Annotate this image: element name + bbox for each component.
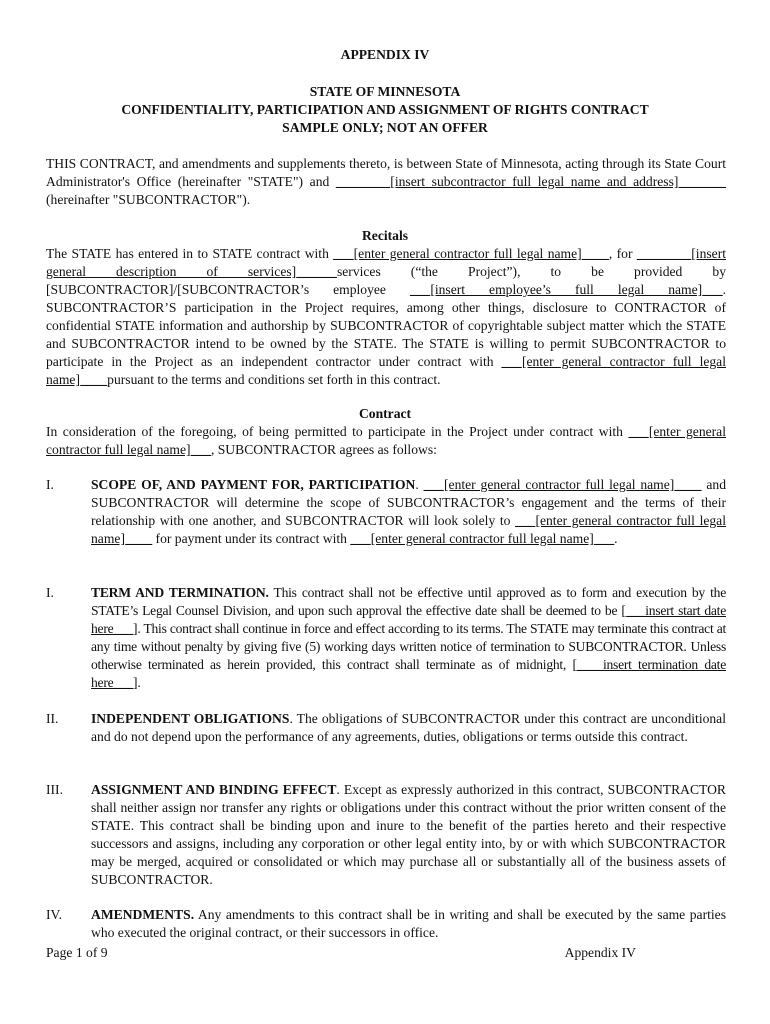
intro-text-1: THIS CONTRACT, and amendments and supplements thereto, is between State of Minnesota, acting through its State Court Administrator's Office (hereinafter "STATE") and	[46, 156, 726, 189]
recitals-text-4: . SUBCONTRACTOR’S participation in the Project requires, among other things, disclosure to CONTRACTOR of confidential STATE information and authorship by SUBCONTRACTOR of copyrightable subject matter which the STATE and SUBCONTRACTOR intend to be owned by the STATE. The STATE is willing to permit SUBCONTRACTOR to participate in the Project as an independent contractor under contract with	[46, 282, 726, 369]
section-number: I.	[46, 477, 54, 492]
section-text: and SUBCONTRACTOR will determine the scope of SUBCONTRACTOR’s engagement and the terms of their relationship with one another, and SUBCONTRACTOR will look solely to	[91, 477, 726, 528]
general-contractor-field-3: ___[enter general contractor full legal name]___	[46, 424, 726, 457]
employee-name-field: ___[insert employee’s full legal name]___	[409, 282, 723, 297]
recitals-text-3: services (“the Project”), to be provided by [SUBCONTRACTOR]/[SUBCONTRACTOR’s employee	[46, 264, 726, 297]
section-heading: TERM AND TERMINATION.	[91, 585, 269, 600]
recitals-heading: Recitals	[361, 228, 409, 243]
section-amendments	[46, 906, 726, 942]
general-contractor-field-1: ___[enter general contractor full legal name]____	[333, 246, 609, 261]
section-text: This contract shall not be effective until approved as to form and execution by the STATE’s Legal Counsel Division, and upon such approval the effective date shall be deemed to be	[91, 585, 726, 618]
section-heading: SCOPE OF, AND PAYMENT FOR, PARTICIPATION	[91, 477, 416, 492]
section-heading: AMENDMENTS.	[91, 907, 195, 922]
subcontractor-name-field: ________[insert subcontractor full legal name and address]_______	[335, 174, 726, 189]
recitals-paragraph	[46, 245, 726, 389]
general-contractor-field-2: ___[enter general contractor full legal name]____	[46, 354, 726, 387]
contract-heading: Contract	[358, 406, 412, 421]
services-description-field: ________[insert general description of services]______	[46, 246, 727, 279]
general-contractor-field-4: ___[enter general contractor full legal name]____	[423, 477, 702, 492]
page-footer	[46, 944, 636, 962]
page-number: Page 1 of 9	[46, 945, 108, 960]
recitals-text-2: , for	[608, 246, 637, 261]
header-sample-notice: SAMPLE ONLY; NOT AN OFFER	[282, 120, 488, 135]
section-text: ].	[133, 675, 141, 690]
section-term	[46, 584, 726, 692]
contract-text-2: , SUBCONTRACTOR agrees as follows:	[210, 442, 437, 457]
section-text: .	[614, 531, 618, 546]
section-text: for payment under its contract with	[152, 531, 351, 546]
section-number: IV.	[46, 907, 62, 922]
general-contractor-field-6: ___[enter general contractor full legal name]___	[350, 531, 615, 546]
section-independent-obligations	[46, 710, 726, 746]
appendix-title: APPENDIX IV	[340, 47, 430, 62]
section-heading: INDEPENDENT OBLIGATIONS	[91, 711, 290, 726]
section-number: I.	[46, 585, 54, 600]
section-text: Any amendments to this contract shall be in writing and shall be executed by the same parties who executed the original contract, or their successors in office.	[91, 907, 726, 940]
section-heading: ASSIGNMENT AND BINDING EFFECT	[91, 782, 337, 797]
contract-paragraph	[46, 423, 726, 459]
section-text: . The obligations of SUBCONTRACTOR under this contract are unconditional and do not depend upon the performance of any agreements, duties, obligations or terms outside this contract.	[91, 711, 726, 744]
section-text: . Except as expressly authorized in this contract, SUBCONTRACTOR shall neither assign nor transfer any rights or obligations under this contract without the prior written consent of the STATE. This contract shall be binding upon and inure to the benefit of the parties hereto and their respective successors and assigns, including any corporation or other legal entity into, by or with which SUBCONTRACTOR may be merged, acquired or consolidated or which may purchase all or substantially all of the business assets of SUBCONTRACTOR.	[91, 782, 726, 887]
section-number: II.	[46, 711, 59, 726]
section-scope	[46, 476, 726, 548]
recitals-text-5: pursuant to the terms and conditions set forth in this contract.	[107, 372, 441, 387]
intro-text-2: (hereinafter "SUBCONTRACTOR").	[46, 192, 251, 207]
section-number: III.	[46, 782, 63, 797]
section-assignment	[46, 781, 726, 889]
section-text: ]. This contract shall continue in force and effect according to its terms. The STATE may terminate this contract at any time without penalty by giving five (5) working days written notice of termination to SUBCONTRACTOR. Unless otherwise terminated as herein provided, this contract shall terminate as of midnight, [	[91, 621, 726, 672]
termination-date-field: ____insert termination date here___	[91, 657, 726, 690]
header-contract-title: CONFIDENTIALITY, PARTICIPATION AND ASSIGNMENT OF RIGHTS CONTRACT	[121, 102, 649, 117]
recitals-text-1: The STATE has entered in to STATE contract with	[46, 246, 334, 261]
section-text: .	[415, 477, 424, 492]
general-contractor-field-5: ___[enter general contractor full legal name]____	[91, 513, 726, 546]
header-state: STATE OF MINNESOTA	[309, 84, 461, 99]
start-date-field: [___insert start date here___	[91, 603, 726, 636]
footer-appendix-label: Appendix IV	[564, 945, 636, 960]
intro-paragraph	[46, 155, 726, 209]
contract-text-1: In consideration of the foregoing, of being permitted to participate in the Project under contract with	[46, 424, 629, 439]
